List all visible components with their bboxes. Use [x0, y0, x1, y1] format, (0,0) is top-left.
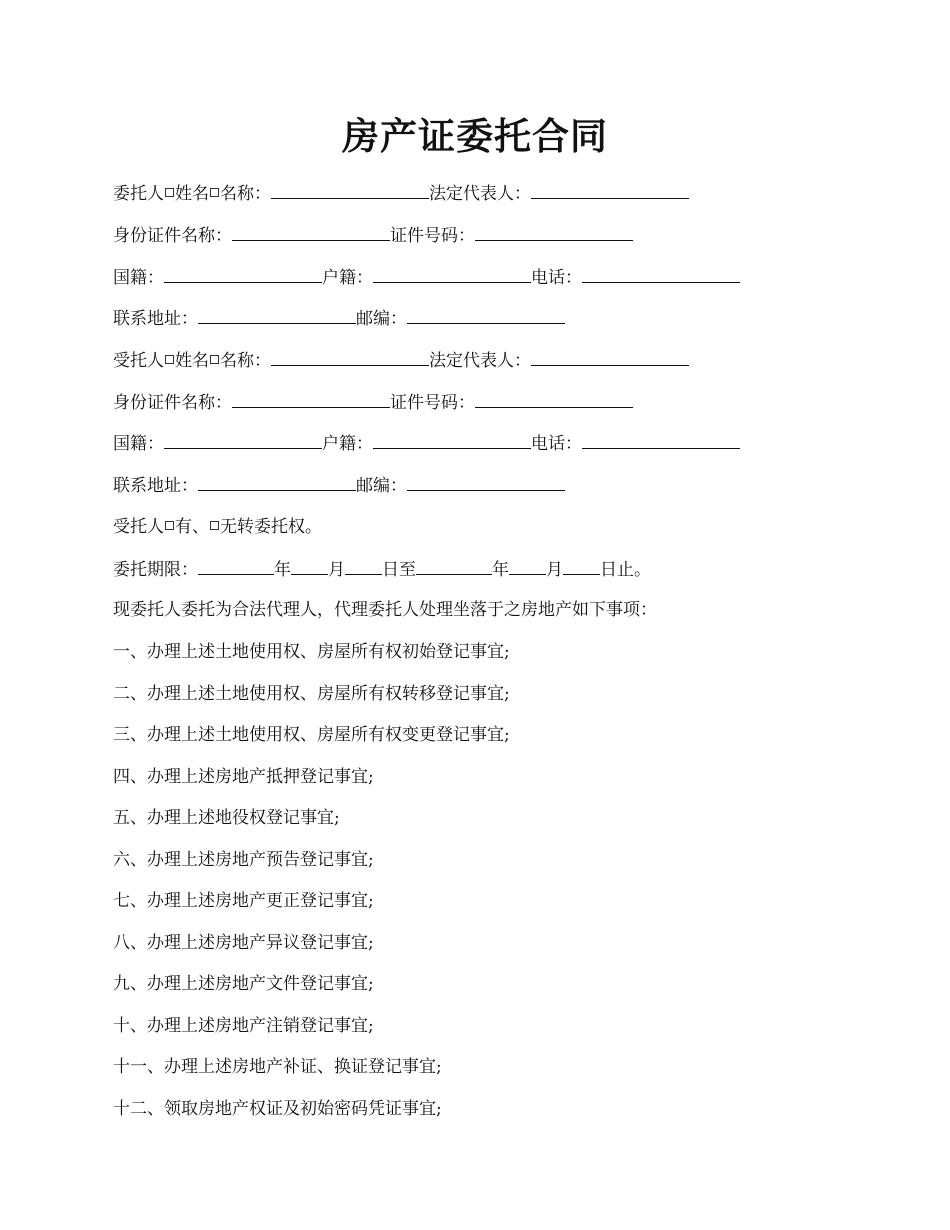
agent-id-no-blank[interactable] [475, 390, 633, 408]
end-year-blank[interactable] [416, 557, 492, 575]
address-label: 联系地址： [113, 309, 198, 329]
intro-paragraph: 现委托人委托为合法代理人，代理委托人处理坐落于之房地产如下事项： [113, 600, 657, 620]
household-label: 户籍： [322, 268, 373, 288]
id-no-label: 证件号码： [390, 226, 475, 246]
agent-name-blank[interactable] [271, 348, 429, 366]
agent-phone-blank[interactable] [582, 431, 740, 449]
principal-name-line [113, 181, 689, 206]
year-label: 年 [492, 560, 509, 580]
title-label: 名称： [220, 184, 271, 204]
year-label: 年 [274, 560, 291, 580]
agent-postcode-blank[interactable] [407, 473, 565, 491]
nationality-label: 国籍： [113, 434, 164, 454]
agent-id-line [113, 390, 633, 415]
principal-nationality-blank[interactable] [164, 265, 322, 283]
checkbox-icon[interactable] [210, 355, 219, 364]
subdelegation-no-label: 无转委托权。 [220, 517, 322, 537]
household-label: 户籍： [322, 434, 373, 454]
term-label: 委托期限： [113, 560, 198, 580]
legal-rep-label: 法定代表人： [429, 184, 531, 204]
list-item: 八、办理上述房地产异议登记事宜; [113, 933, 374, 953]
principal-id-line [113, 223, 633, 248]
name-label: 姓名 [175, 184, 209, 204]
subdelegation-yes-label: 有、 [175, 517, 209, 537]
agent-name-line [113, 348, 689, 373]
checkbox-icon[interactable] [210, 521, 219, 530]
legal-rep-label: 法定代表人： [429, 351, 531, 371]
checkbox-icon[interactable] [210, 188, 219, 197]
document-title: 房产证委托合同 [342, 114, 608, 158]
start-month-blank[interactable] [291, 557, 328, 575]
principal-name-blank[interactable] [271, 181, 429, 199]
end-day-blank[interactable] [563, 557, 600, 575]
term-line [113, 557, 651, 582]
list-item: 一、办理上述土地使用权、房屋所有权初始登记事宜; [113, 642, 510, 662]
list-item: 十二、领取房地产权证及初始密码凭证事宜; [113, 1099, 442, 1119]
list-item: 三、办理上述土地使用权、房屋所有权变更登记事宜; [113, 725, 510, 745]
start-day-blank[interactable] [345, 557, 382, 575]
list-item: 二、办理上述土地使用权、房屋所有权转移登记事宜; [113, 684, 510, 704]
agent-role: 受托人 [113, 351, 164, 371]
agent-address-line [113, 473, 565, 498]
principal-origin-line [113, 265, 740, 290]
phone-label: 电话： [531, 268, 582, 288]
address-label: 联系地址： [113, 476, 198, 496]
principal-household-blank[interactable] [373, 265, 531, 283]
list-item: 十、办理上述房地产注销登记事宜; [113, 1016, 374, 1036]
agent-id-name-blank[interactable] [232, 390, 390, 408]
list-item: 六、办理上述房地产预告登记事宜; [113, 850, 374, 870]
day-end-label: 日止。 [600, 560, 651, 580]
principal-legal-rep-blank[interactable] [531, 181, 689, 199]
id-no-label: 证件号码： [390, 393, 475, 413]
list-item: 四、办理上述房地产抵押登记事宜; [113, 767, 374, 787]
principal-id-name-blank[interactable] [232, 223, 390, 241]
list-item: 九、办理上述房地产文件登记事宜; [113, 974, 374, 994]
nationality-label: 国籍： [113, 268, 164, 288]
checkbox-icon[interactable] [165, 355, 174, 364]
id-name-label: 身份证件名称： [113, 393, 232, 413]
subdelegation-prefix: 受托人 [113, 517, 164, 537]
principal-postcode-blank[interactable] [407, 306, 565, 324]
name-label: 姓名 [175, 351, 209, 371]
agent-nationality-blank[interactable] [164, 431, 322, 449]
principal-address-blank[interactable] [198, 306, 356, 324]
principal-id-no-blank[interactable] [475, 223, 633, 241]
month-label: 月 [546, 560, 563, 580]
title-label: 名称： [220, 351, 271, 371]
agent-origin-line [113, 431, 740, 456]
subdelegation-line [113, 515, 322, 539]
list-item: 十一、办理上述房地产补证、换证登记事宜; [113, 1057, 442, 1077]
start-year-blank[interactable] [198, 557, 274, 575]
list-item: 五、办理上述地役权登记事宜; [113, 808, 340, 828]
month-label: 月 [328, 560, 345, 580]
phone-label: 电话： [531, 434, 582, 454]
agent-address-blank[interactable] [198, 473, 356, 491]
principal-address-line [113, 306, 565, 331]
end-month-blank[interactable] [509, 557, 546, 575]
checkbox-icon[interactable] [165, 188, 174, 197]
agent-household-blank[interactable] [373, 431, 531, 449]
postcode-label: 邮编： [356, 476, 407, 496]
principal-role: 委托人 [113, 184, 164, 204]
agent-legal-rep-blank[interactable] [531, 348, 689, 366]
checkbox-icon[interactable] [165, 521, 174, 530]
principal-phone-blank[interactable] [582, 265, 740, 283]
list-item: 七、办理上述房地产更正登记事宜; [113, 891, 374, 911]
postcode-label: 邮编： [356, 309, 407, 329]
id-name-label: 身份证件名称： [113, 226, 232, 246]
day-to-label: 日至 [382, 560, 416, 580]
